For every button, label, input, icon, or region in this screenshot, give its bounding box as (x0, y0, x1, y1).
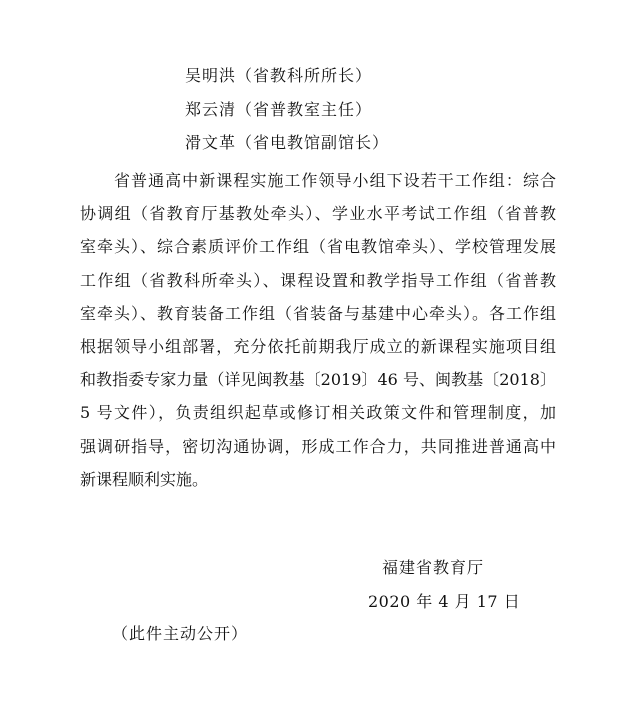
paragraph-line: 根据领导小组部署，充分依托前期我厅成立的新课程实施项目组 (80, 336, 556, 356)
member-line: 郑云清（省普教室主任） (185, 100, 373, 119)
paragraph-line: 5 号文件），负责组织起草或修订相关政策文件和管理制度，加 (80, 403, 556, 423)
member-line: 吴明洪（省教科所所长） (185, 66, 373, 85)
paragraph-line: 强调研指导，密切沟通协调，形成工作合力，共同推进普通高中 (80, 436, 556, 456)
paragraph-line: 省普通高中新课程实施工作领导小组下设若干工作组：综合 (114, 171, 556, 190)
member-line: 滑文革（省电教馆副馆长） (185, 133, 390, 152)
issue-date: 2020 年 4 月 17 日 (368, 592, 521, 611)
paragraph-line: 工作组（省教科所牵头）、课程设置和教学指导工作组（省普教 (80, 270, 556, 290)
body-paragraph (80, 164, 556, 496)
paragraph-line: 新课程顺利实施。 (80, 469, 209, 489)
paragraph-line: 室牵头）、教育装备工作组（省装备与基建中心牵头）。各工作组 (80, 303, 556, 323)
paragraph-line: 协调组（省教育厅基教处牵头）、学业水平考试工作组（省普教 (80, 204, 556, 224)
issuing-authority: 福建省教育厅 (382, 558, 485, 577)
disclosure-note: （此件主动公开） (112, 624, 249, 643)
paragraph-line: 室牵头）、综合素质评价工作组（省电教馆牵头）、学校管理发展 (80, 237, 556, 257)
paragraph-line: 和教指委专家力量（详见闽教基〔2019〕46 号、闽教基〔2018〕 (80, 370, 556, 390)
